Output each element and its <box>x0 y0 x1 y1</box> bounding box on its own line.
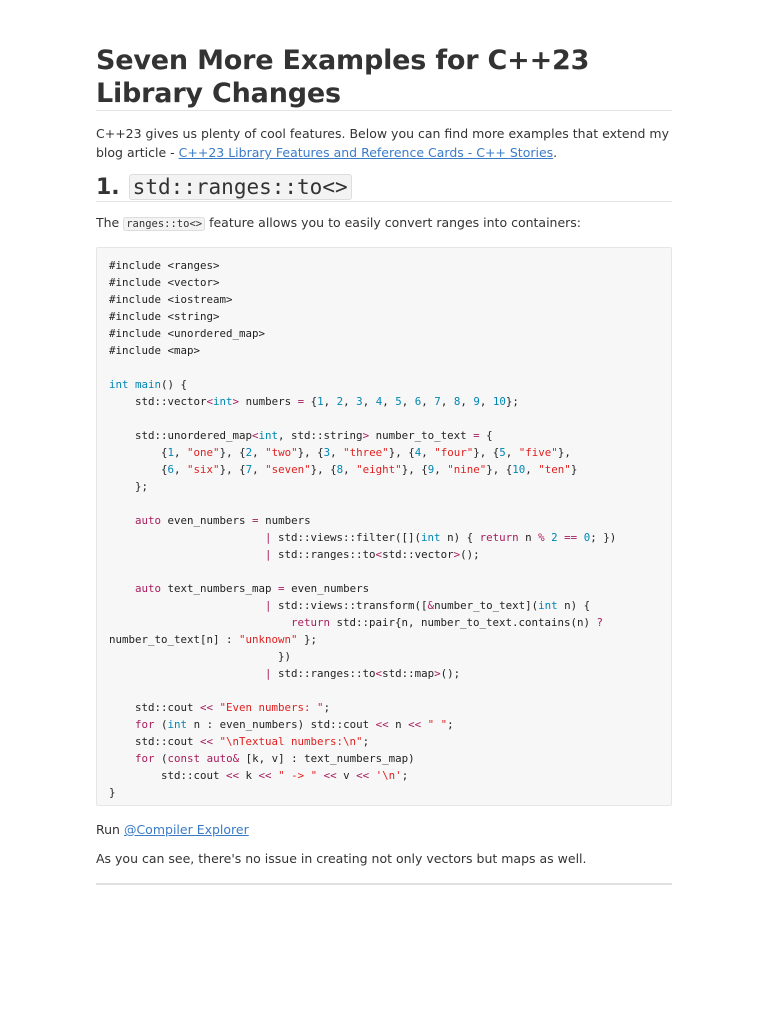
intro-end: . <box>553 145 558 160</box>
section-number: 1. <box>96 175 120 200</box>
code-listing: #include <ranges> #include <vector> #include <iostream> #include <string> #include <unordered_map> #include <map> int main() { std::vector<int> numbers = {1, 2, 3, 4, 5, 6, 7, 8, 9, 10}; std::unordered_map<int, std::string> number_to_text = { {1, "one"}, {2, "two"}, {3, "three"}, {4, "four"}, {5, "five"}, {6, "six"}, {7, "seven"}, {8, "eight"}, {9, "nine"}, {10, "ten"} }; auto even_numbers = numbers | std::views::filter([](int n) { return n % 2 == 0; }) | std::ranges::to<std::vector>(); auto text_numbers_map = even_numbers | std::views::transform([&number_to_text](int n) { return std::pair{n, number_to_text.contains(n) ? number_to_text[n] : "unknown" }; }) | std::ranges::to<std::map>(); std::cout << "Even numbers: "; for (int n : even_numbers) std::cout << n << " "; std::cout << "\nTextual numbers:\n"; for (const auto& [k, v] : text_numbers_map) std::cout << k << " -> " << v << '\n'; } <box>109 259 617 799</box>
intro-text: C++23 gives us plenty of cool features. Below you can find more examples that extend my blog article - <box>96 126 669 160</box>
compiler-explorer-link[interactable]: @Compiler Explorer <box>123 822 249 837</box>
run-line <box>96 821 249 839</box>
blog-article-link[interactable]: C++23 Library Features and Reference Cards - C++ Stories <box>178 145 554 160</box>
section-heading-code: std::ranges::to<> <box>129 174 352 200</box>
conclusion-paragraph: As you can see, there's no issue in creating not only vectors but maps as well. <box>96 851 587 866</box>
section-heading <box>96 172 352 203</box>
code-block <box>96 247 672 806</box>
section-divider <box>96 201 672 202</box>
feature-description <box>96 214 581 233</box>
description-start: The <box>96 215 124 230</box>
page-title: Seven More Examples for C++23 Library Changes <box>96 45 590 109</box>
intro-paragraph <box>96 124 672 162</box>
bottom-divider <box>96 883 672 885</box>
title-divider <box>96 110 672 111</box>
run-label: Run <box>96 822 124 837</box>
description-end: feature allows you to easily convert ranges into containers: <box>205 215 582 230</box>
inline-code: ranges::to<> <box>123 217 205 231</box>
